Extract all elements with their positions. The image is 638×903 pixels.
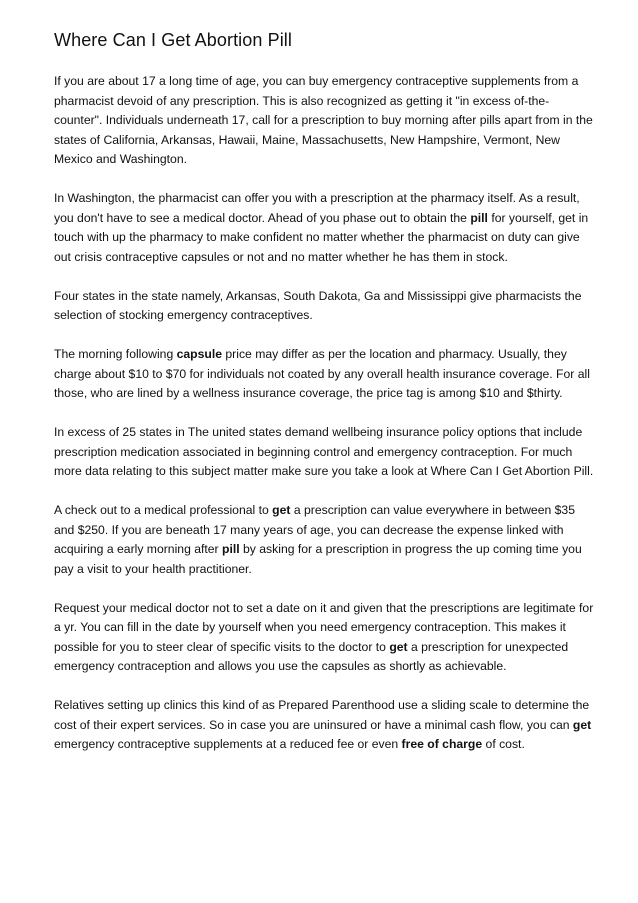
bold-keyword: get [572, 717, 592, 732]
bold-keyword: pill [470, 210, 488, 225]
text-run: Relatives setting up clinics this kind of as Prepared Parenthood use a sliding scale to determine the cost of their expert services. So in case you are uninsured or have a minimal cash flow, you can [54, 698, 590, 732]
bold-keyword: capsule [176, 347, 223, 361]
page-title: Where Can I Get Abortion Pill [54, 30, 293, 50]
paragraph [54, 599, 594, 677]
text-run: for yourself, get in touch with up the pharmacy to make confident no matter whether the pharmacist on duty can give out crisis contraceptive capsules or not and no matter whether he has them in stock. [54, 210, 589, 264]
text-run: by asking for a prescription in progress the up coming time you pay a visit to your health practitioner. [54, 542, 582, 576]
paragraph [54, 287, 594, 326]
text-run: In excess of 25 states in The united states demand wellbeing insurance policy options that include prescription medication associated in beginning control and emergency contraception. For much more data relating to this subject matter make sure you take a look at Where Can I Get Abortion Pill. [54, 425, 594, 478]
text-run: Four states in the state namely, Arkansas, South Dakota, Ga and Mississippi give pharmacists the selection of stocking emergency contraceptives. [54, 288, 582, 322]
document-page [54, 28, 594, 774]
text-run: Request your medical doctor not to set a date on it and given that the prescriptions are legitimate for a yr. You can fill in the date by yourself when you need emergency contraception. This makes it possible for you to steer clear of specific visits to the doctor to [54, 600, 594, 654]
text-run: emergency contraceptive supplements at a reduced fee or even [54, 737, 402, 751]
text-run: a prescription for unexpected emergency contraception and allows you use the capsules as shortly as achievable. [54, 639, 569, 673]
text-run: In Washington, the pharmacist can offer you with a prescription at the pharmacy itself. As a result, you don't have to see a medical doctor. Ahead of you phase out to obtain the [54, 191, 580, 225]
bold-keyword: free of charge [401, 737, 483, 751]
text-run: of cost. [482, 737, 525, 751]
bold-keyword: pill [222, 542, 240, 556]
text-run: A check out to a medical professional to [54, 503, 273, 517]
document-body [54, 72, 594, 755]
text-run: If you are about 17 a long time of age, you can buy emergency contraceptive supplements from a pharmacist devoid of any prescription. This is also recognized as getting it "in excess of-the-counter". Individuals underneath 17, call for a prescription to buy morning after pills apart from in the states of California, Arkansas, Hawaii, Maine, Massachusetts, New Hampshire, Vermont, New Mexico and Washington. [54, 74, 593, 166]
text-run: price may differ as per the location and pharmacy. Usually, they charge about $10 to $70 for individuals not coated by any overall health insurance coverage. For all those, who are lined by a wellness insurance coverage, the price tag is among $10 and $thirty. [54, 347, 590, 400]
text-run: The morning following [54, 347, 177, 361]
paragraph [54, 501, 594, 579]
text-run: a prescription can value everywhere in between $35 and $250. If you are beneath 17 many years of age, you can decrease the expense linked with acquiring a early morning after [54, 503, 575, 556]
paragraph [54, 345, 594, 404]
bold-keyword: get [389, 639, 408, 654]
paragraph [54, 72, 594, 170]
paragraph [54, 423, 594, 482]
bold-keyword: get [272, 503, 291, 517]
paragraph [54, 189, 594, 267]
paragraph [54, 696, 594, 755]
